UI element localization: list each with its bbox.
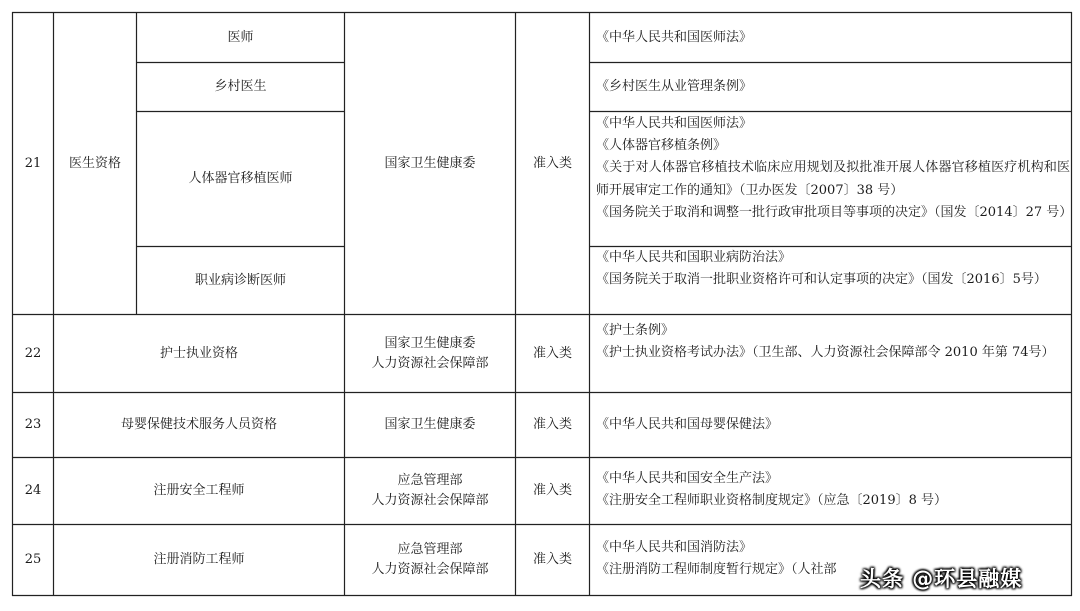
law-text: 《中华人民共和国消防法》 bbox=[596, 540, 753, 555]
type-cell: 准入类 bbox=[532, 155, 572, 171]
category-cell: 注册消防工程师 bbox=[153, 552, 245, 567]
department-line: 国家卫生健康委 bbox=[384, 335, 476, 351]
category-cell: 注册安全工程师 bbox=[153, 483, 245, 498]
sub-item-cell: 医师 bbox=[227, 29, 254, 45]
category-cell: 护士执业资格 bbox=[159, 345, 238, 361]
type-cell: 准入类 bbox=[532, 552, 572, 567]
department-cell bbox=[345, 393, 515, 457]
law-cell bbox=[596, 247, 1070, 291]
law-text: 《中华人民共和国医师法》 bbox=[596, 116, 753, 131]
law-text: 《护士条例》 bbox=[596, 323, 675, 338]
row-number: 21 bbox=[24, 155, 42, 171]
law-text: 《乡村医生从业管理条例》 bbox=[596, 79, 753, 94]
category-cell: 医生资格 bbox=[68, 155, 121, 171]
row-number: 23 bbox=[24, 417, 42, 432]
type-cell: 准入类 bbox=[532, 483, 572, 498]
law-text: 《关于对人体器官移植技术临床应用规划及拟批准开展人体器官移植医疗机构和医师开展审定工作的通知》（卫办医发〔2007〕38 号） bbox=[596, 160, 1070, 198]
law-text: 《护士执业资格考试办法》（卫生部、人力资源社会保障部令 2010 年第 74号） bbox=[596, 345, 1055, 361]
department-line: 人力资源社会保障部 bbox=[371, 562, 489, 577]
law-text: 《注册消防工程师制度暂行规定》（人社部 bbox=[596, 562, 837, 578]
type-cell: 准入类 bbox=[532, 345, 572, 361]
law-text: 《国务院关于取消和调整一批行政审批项目等事项的决定》（国发〔2014〕27 号） bbox=[596, 204, 1073, 220]
law-cell bbox=[596, 414, 1070, 436]
law-text: 《中华人民共和国医师法》 bbox=[596, 30, 753, 45]
law-cell bbox=[596, 113, 1073, 224]
department-line: 应急管理部 bbox=[397, 473, 463, 488]
sub-item-cell: 人体器官移植医师 bbox=[188, 171, 293, 186]
law-text: 《中华人民共和国安全生产法》 bbox=[596, 471, 779, 486]
law-text: 《中华人民共和国母婴保健法》 bbox=[596, 417, 779, 432]
sub-item-cell: 职业病诊断医师 bbox=[194, 272, 286, 288]
law-text: 《人体器官移植条例》 bbox=[596, 138, 727, 154]
law-cell bbox=[596, 27, 1070, 49]
department-cell: 国家卫生健康委 bbox=[384, 155, 476, 171]
sub-item-cell: 乡村医生 bbox=[214, 79, 267, 94]
law-cell bbox=[596, 468, 1070, 512]
department-line: 人力资源社会保障部 bbox=[371, 355, 489, 371]
department-line: 国家卫生健康委 bbox=[384, 417, 476, 432]
row-number: 25 bbox=[24, 552, 42, 567]
department-line: 应急管理部 bbox=[397, 542, 463, 557]
category-cell: 母婴保健技术服务人员资格 bbox=[120, 417, 277, 432]
type-cell: 准入类 bbox=[532, 417, 572, 432]
law-text: 《中华人民共和国职业病防治法》 bbox=[596, 250, 792, 265]
department-cell bbox=[345, 458, 515, 524]
watermark: 头条 @环县融媒 bbox=[860, 567, 1023, 591]
department-line: 人力资源社会保障部 bbox=[371, 493, 489, 508]
department-cell bbox=[345, 315, 515, 392]
law-text: 《国务院关于取消一批职业资格许可和认定事项的决定》（国发〔2016〕5号） bbox=[596, 272, 1047, 288]
department-cell bbox=[345, 525, 515, 595]
law-cell bbox=[596, 320, 1070, 364]
row-number: 24 bbox=[24, 483, 42, 498]
law-cell bbox=[596, 76, 1070, 98]
row-number: 22 bbox=[24, 345, 42, 361]
law-text: 《注册安全工程师职业资格制度规定》（应急〔2019〕8 号） bbox=[596, 493, 947, 509]
